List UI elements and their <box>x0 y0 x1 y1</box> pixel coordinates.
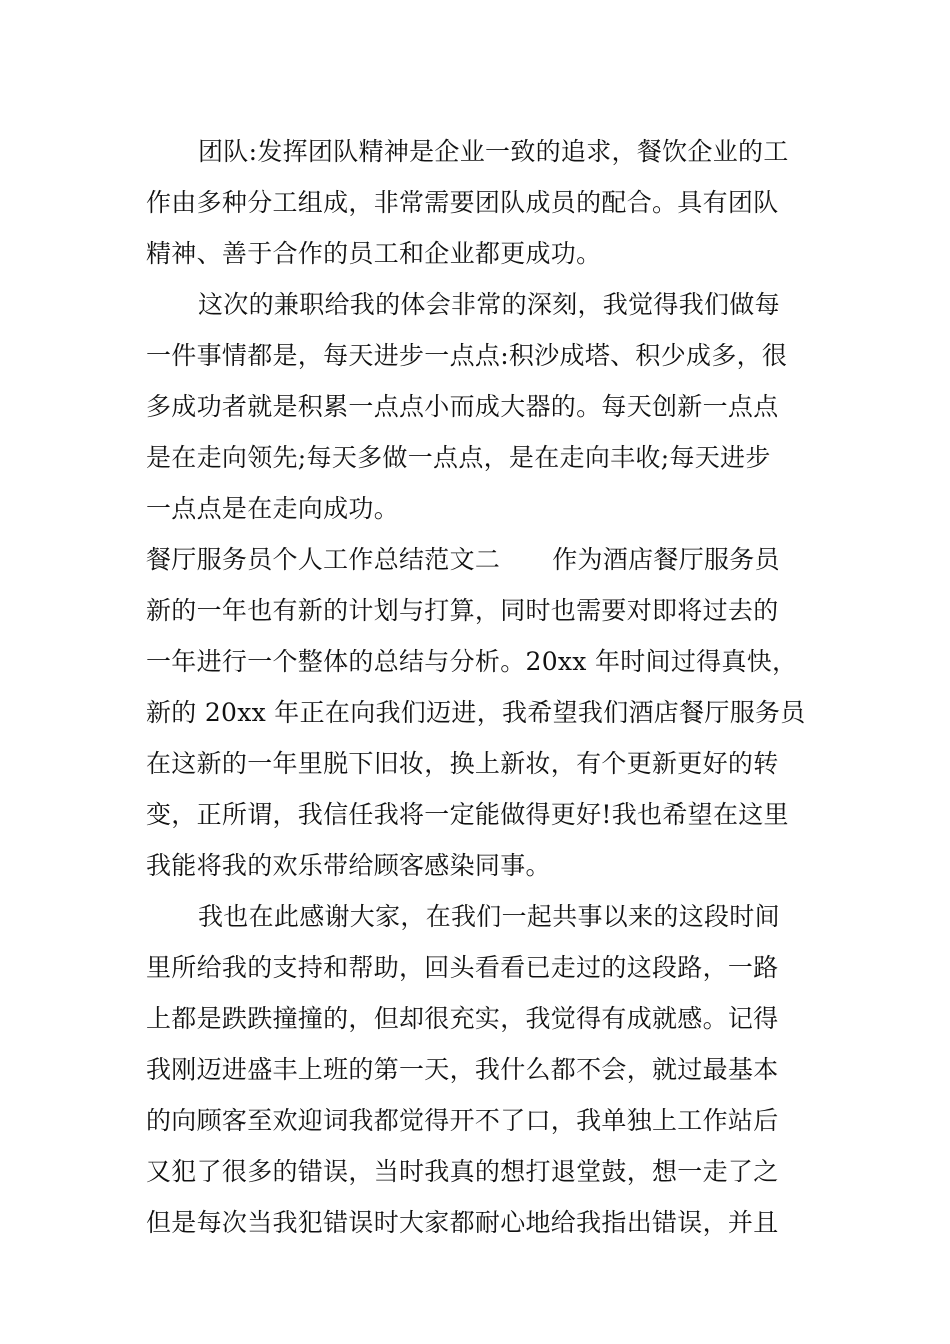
section-title: 餐厅服务员个人工作总结范文二 <box>146 545 501 574</box>
paragraph-plan-line-5: 变，正所谓，我信任我将一定能做得更好!我也希望在这里 <box>146 800 789 829</box>
paragraph-thanks-line-5: 的向顾客至欢迎词我都觉得开不了口，我单独上工作站后 <box>146 1106 779 1135</box>
paragraph-thanks-line-4: 我刚迈进盛丰上班的第一天，我什么都不会，就过最基本 <box>146 1055 779 1084</box>
section-intro-start: 作为酒店餐厅服务员 <box>552 545 780 574</box>
paragraph-experience-line-3: 多成功者就是积累一点点小而成大器的。每天创新一点点 <box>146 392 779 421</box>
paragraph-plan-line-2: 一年进行一个整体的总结与分析。20xx 年时间过得真快， <box>146 647 798 676</box>
paragraph-thanks-line-2: 里所给我的支持和帮助，回头看看已走过的这段路，一路 <box>146 953 779 982</box>
document-body <box>146 126 806 1248</box>
paragraph-experience-line-2: 一件事情都是，每天进步一点点:积沙成塔、积少成多，很 <box>146 341 788 370</box>
paragraph-plan-line-3: 新的 20xx 年正在向我们迈进，我希望我们酒店餐厅服务员 <box>146 698 806 727</box>
paragraph-experience-line-4: 是在走向领先;每天多做一点点，是在走向丰收;每天进步 <box>146 443 771 472</box>
paragraph-team-line-1: 团队:发挥团队精神是企业一致的追求，餐饮企业的工 <box>198 137 789 166</box>
paragraph-experience-line-5: 一点点是在走向成功。 <box>146 494 400 523</box>
paragraph-thanks-line-1: 我也在此感谢大家，在我们一起共事以来的这段时间 <box>198 902 780 931</box>
paragraph-thanks-line-6: 又犯了很多的错误，当时我真的想打退堂鼓，想一走了之 <box>146 1157 779 1186</box>
section-title-line <box>146 534 806 585</box>
paragraph-team-line-2: 作由多种分工组成，非常需要团队成员的配合。具有团队 <box>146 188 779 217</box>
paragraph-team-line-3: 精神、善于合作的员工和企业都更成功。 <box>146 239 602 268</box>
paragraph-plan-line-6: 我能将我的欢乐带给顾客感染同事。 <box>146 851 551 880</box>
paragraph-thanks-line-7: 但是每次当我犯错误时大家都耐心地给我指出错误，并且 <box>146 1208 779 1237</box>
paragraph-plan-line-1: 新的一年也有新的计划与打算，同时也需要对即将过去的 <box>146 596 779 625</box>
paragraph-plan-line-4: 在这新的一年里脱下旧妆，换上新妆，有个更新更好的转 <box>146 749 779 778</box>
paragraph-thanks-line-3: 上都是跌跌撞撞的，但却很充实，我觉得有成就感。记得 <box>146 1004 779 1033</box>
paragraph-experience-line-1: 这次的兼职给我的体会非常的深刻，我觉得我们做每 <box>198 290 780 319</box>
